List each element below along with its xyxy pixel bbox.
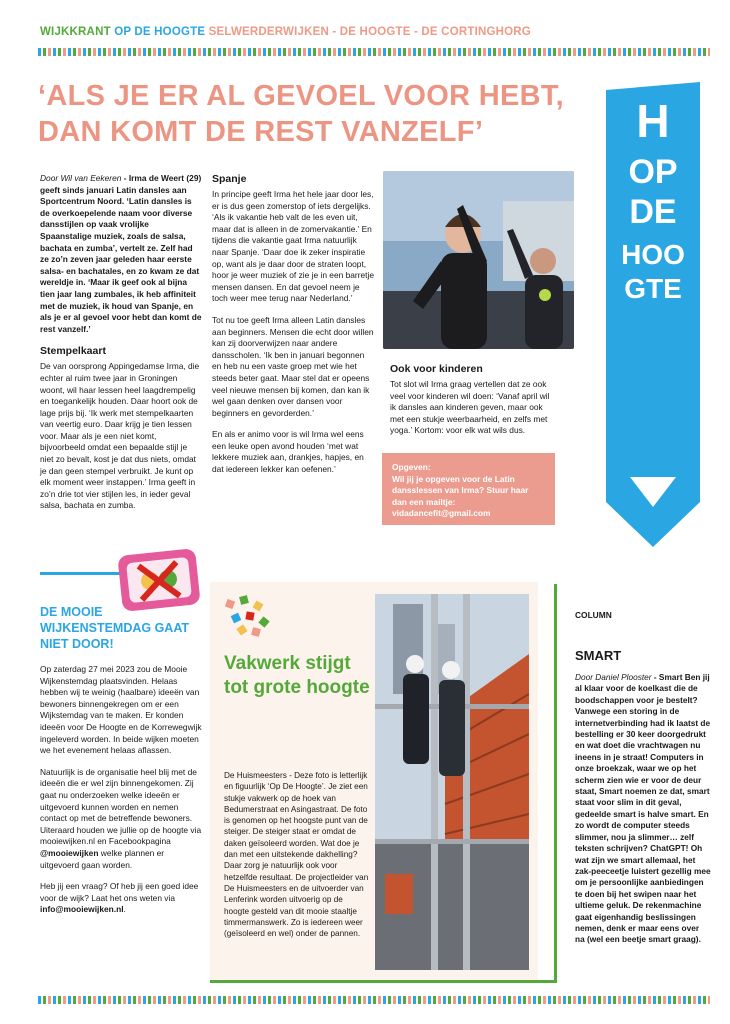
masthead-part-1: WIJKKRANT [40,26,115,38]
badge-letters-gte: GTE [624,273,682,304]
subheading-kinderen: Ook voor kinderen [390,363,483,375]
vakwerk-body [224,770,370,949]
subheading-stempelkaart: Stempelkaart [40,345,106,358]
spanje-text-3: En als er animo voor is wil Irma wel eens een leuke open avond houden ‘met wat lekkere muziek aan, drankjes, hapjes, en dat iedereen lekker kan oefenen.’ [212,429,364,475]
wijkenstemdag-p1: Op zaterdag 27 mei 2023 zou de Mooie Wijkenstemdag plaatsvinden. Helaas hebben wij te weinig (haalbare) ideeën van bewoners binnengekregen om er een Wijkstemdag van te maken. Er konden ideeën voor De Hoogte en de Korrewegwijk ingeleverd worden. In beide wijken moeten we het evenement helaas aflassen. [40,664,202,756]
column-byline: Door Daniel Plooster [575,672,652,682]
photo-scaffolding [375,594,529,970]
vakwerk-text [224,770,370,939]
masthead [40,26,531,38]
vakwerk-byline: De Huismeesters [224,771,287,780]
headline-line-2: DAN KOMT DE REST VANZELF’ [38,116,484,148]
column-label: COLUMN [575,610,612,620]
facebook-handle: @mooiewijken [40,847,99,858]
spanje-text-2: Tot nu toe geeft Irma alleen Latin dansles aan beginners. Mensen die echt door willen kan zij doorverwijzen naar andere dansscholen. ‘Ik ben in januari begonnen en heb nu een vaste groep met wie het steeds beter gaat. Maar stel dat er opeens veel nieuwe mensen bij komen, dan kan ik wel gaan denken over dansen voor beginners en gevorderden.’ [212,314,374,418]
intro-text: - Irma de Weert (29) geeft sinds januari Latin dansles aan Sportcentrum Noord. ‘Latin dansles is de overkoepelende naam voor diverse dansstijlen op vaak vrolijke Spaanstalige muziek, zoals de salsa, bachata en zumba’, vertelt ze. Zelf had ze zo’n zeven jaar geleden haar eerste salsa- en bachatales, en zo kwam ze dat wereldje in. ‘Maar ik geef ook al bijna tien jaar lang zumbales, ik heb affiniteit met de muziek, ik houd van Spanje, en als je er al gevoel voor hebt dan komt de rest vanzelf.’ [40,173,202,334]
wijkenstemdag-p3-c: . [123,904,126,915]
confetti-logo-icon [224,594,274,640]
masthead-part-3: SELWERDERWIJKEN - DE HOOGTE - DE CORTINGHORG [208,26,531,38]
badge-date: APRIL 2023 [670,417,681,472]
headline-line-1: ‘ALS JE ER AL GEVOEL VOOR HEBT, [38,80,565,112]
badge-letters-op: OP [628,153,678,191]
article-col-2 [212,173,374,486]
bottom-stripe [38,996,710,1004]
top-stripe [38,48,710,56]
intro-paragraph [40,173,202,335]
wijkenstemdag-logo [117,548,200,612]
byline: Door Wil van Eekeren [40,173,122,183]
stempelkaart-text: De van oorsprong Appingedamse Irma, die echter al ruim twee jaar in Groningen woont, wil haar lessen heel laagdrempelig en toegankelijk houden. Daar hoort ook de lage prijs bij. ‘Ik werk met stempelkaarten van veertig euro. Daar krijg je tien lessen voor. Maar als je een niet komt, bijvoorbeeld omdat een bepaalde stijl je niet zo bevalt, kost je dat dus niets, omdat je dan geen stempel verbruikt. Je kunt op elk moment weer instappen.’ Irma geeft in zo’n drie tot vier stijlen les, in ieder geval salsa, bachata en zumba. [40,361,200,511]
wijkenstemdag-p2 [40,767,202,871]
photo-dancers [383,171,574,349]
article-col-3 [390,363,556,447]
column-title: SMART [575,648,622,663]
green-line-horizontal [210,980,557,983]
contact-email[interactable]: info@mooiewijken.nl [40,904,124,915]
masthead-part-2: OP DE HOOGTE [114,26,209,38]
subheading-spanje: Spanje [212,173,247,185]
vakwerk-description: - Deze foto is letterlijk en figuurlijk ‘Op De Hoogte’. Je ziet een stukje vakwerk op de hoek van Bedumerstraat en Asingastraat. De foto is genomen op het hoogste punt van de steiger. De steiger staat er omdat de daken geïsoleerd worden. Wat doe je dan met een uitstekende dakhelling? Daar zorg je natuurlijk ook voor hetzelfde resultaat. De projectleider van De Huismeesters en de uitvoerder van Lenferink worden uitvoerig op de hoogte gesteld van dit mooie staaltje timmermanswerk. Zo is iedereen weer (geïsoleerd en wel) onder de pannen. [224,771,369,939]
kinderen-text: Tot slot wil Irma graag vertellen dat ze ook veel voor kinderen wil doen: ‘Vanaf april wil ik dansles aan kinderen geven, maar ook met een stukje weerbaarheid, en zelfs met yoga.’ Kortom: voor elk wat wils dus. [390,379,550,436]
signup-label: Opgeven: [392,462,431,472]
green-line-vertical [554,584,557,982]
wijkenstemdag-p2-a: Natuurlijk is de organisatie heel blij met de ideeën die er wel zijn binnengekomen. Zij gaat nu onderzoeken welke ideeën er uitgevoerd kunnen worden en nemen contact op met de betreffende bewoners. Uiteraard houden we jullie op de hoogte via mooiewijken.nl en Facebookpagina [40,766,202,847]
article-col-1 [40,173,202,522]
signup-text: Wil jij je opgeven voor de Latin dansslessen van Irma? Stuur haar dan een mailtje: vidadancefit@gmail.com [392,473,529,519]
badge-letters-hoo: HOO [621,239,685,270]
badge-letter-h: H [636,95,670,147]
wijkenstemdag-p3-a: Heb jij een vraag? Of heb jij een goed idee voor de wijk? Laat het ons weten via [40,881,199,903]
vakwerk-title: Vakwerk stijgt tot grote hoogte [224,653,370,698]
headline [38,78,578,150]
badge-letters-de: DE [629,193,677,231]
wijkenstemdag-p3 [40,881,202,916]
column-body [575,672,711,946]
wijkenstemdag-p2-c: welke plannen er uitgevoerd gaan worden. [40,847,165,870]
spanje-text-1: In principe geeft Irma het hele jaar door les, er is dus geen zomerstop of iets dergelijks. ‘Als ik vakantie heb valt de les even uit, maar dat is alleen in de zomervakantie.’ En tijdens die vakantie gaat Irma natuurlijk naar Spanje. ‘Daar doe ik zeker inspiratie op, want als je daar door de straten loopt, hoor je weer muziek of zie je in een barretje mensen dansen. En dat gevoel neem je toch weer mee terug naar Nederland.’ [212,189,374,304]
wijkenstemdag-body [40,664,202,926]
op-de-hoogte-badge [606,82,700,552]
column-text: - Smart Ben jij al klaar voor de koelkast die de boodschappen voor je bestelt? Vanwege een storing in de internetverbinding had ik laatst de bestelling er 30 keer doorgedrukt en wat doet die vrachtwagen nu ineens in je straat! Computers in onze broekzak, waar we op het scherm zien wie er voor de deur staat, Smart noemen ze dat, smart staat voor slim in dit geval, gedeelde smart is halve smart. En zo wordt de computer steeds slimmer, nou ja slimmer… zelf teksten schrijven? ChatGPT! Oh wat zijn we smart allemaal, het zak-peeceetje luistert gezellig mee om je persoonlijke aanbiedingen te doen bij het swipen naar het ultieme geluk. De rekenmachine gaat eigenhandig beslissingen nemen, denk er maar eens over na (wel een beetje smart graag). [575,672,711,945]
badge-letters [614,96,692,306]
signup-box [382,453,555,525]
wijkenstemdag-title: DE MOOIE WIJKENSTEMDAG GAAT NIET DOOR! [40,605,190,651]
